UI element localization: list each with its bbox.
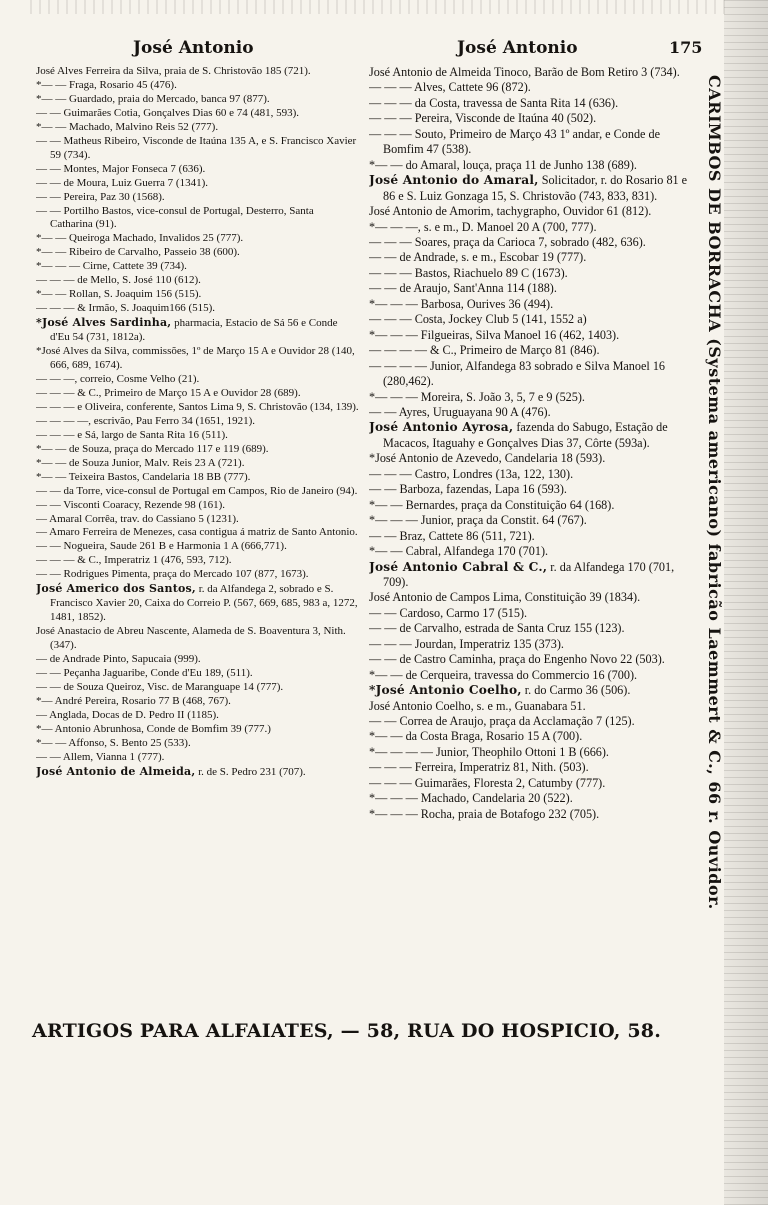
entry-text: *— — Ribeiro de Carvalho, Passeio 38 (600). [36, 246, 240, 259]
directory-entry [36, 695, 359, 709]
entry-name-bold: José Antonio do Amaral, [369, 173, 539, 188]
directory-entry [36, 191, 359, 205]
directory-entry [369, 729, 693, 744]
directory-entry [369, 281, 693, 296]
entry-text: — — de Souza Queiroz, Visc. de Maranguape 14 (777). [36, 680, 284, 693]
directory-entry [369, 590, 693, 605]
entry-name-bold: José Antonio Cabral & C., [369, 559, 548, 574]
directory-entry [369, 529, 693, 544]
directory-entry [369, 652, 693, 667]
directory-entry [369, 760, 693, 775]
entry-text: — — — de Mello, S. José 110 (612). [36, 274, 201, 287]
entry-text: — — — — & C., Primeiro de Março 81 (846). [369, 343, 600, 358]
directory-entry [36, 232, 359, 246]
entry-text: *— — Queiroga Machado, Invalidos 25 (777). [36, 232, 244, 245]
entry-text: *— — — Machado, Candelaria 20 (522). [369, 791, 573, 806]
entry-text: — — Correa de Araujo, praça da Acclamação 7 (125). [369, 714, 635, 729]
entry-text: — — — & C., Imperatriz 1 (476, 593, 712). [36, 554, 232, 567]
directory-entry [36, 526, 359, 540]
running-head-left: José Antonio [133, 38, 254, 58]
directory-entry [36, 302, 359, 316]
directory-entry [36, 316, 359, 345]
directory-entry [36, 681, 359, 695]
directory-entry [36, 471, 359, 485]
entry-text: *— — — Rocha, praia de Botafogo 232 (705). [369, 806, 600, 821]
directory-entry [369, 637, 693, 652]
directory-entry [369, 80, 693, 95]
directory-entry [36, 373, 359, 387]
print-noise [30, 0, 730, 14]
directory-entry [369, 606, 693, 621]
entry-text: — — — Bastos, Riachuelo 89 C (1673). [369, 265, 568, 280]
entry-name-bold: José Antonio Ayrosa, [369, 420, 514, 435]
entry-text: *— — —, s. e m., D. Manoel 20 A (700, 777). [369, 219, 597, 234]
directory-entry [369, 467, 693, 482]
directory-entry [36, 107, 359, 121]
entry-text: José Alves Ferreira da Silva, praia de S. Christovão 185 (721). [36, 65, 311, 77]
directory-entry [369, 127, 693, 158]
entry-name-bold: *José Alves Sardinha, [36, 316, 172, 330]
entry-text: — — Allem, Vianna 1 (777). [36, 750, 165, 763]
entry-text: — — Peçanha Jaguaribe, Conde d'Eu 189, (511). [36, 666, 253, 679]
entry-text: fazenda do Sabugo, Estação de Macacos, Itaguahy e Gonçalves Dias 37, Côrte (593a). [383, 420, 668, 450]
entry-text: *— — — Moreira, S. João 3, 5, 7 e 9 (525). [369, 389, 585, 404]
entry-text: — — de Araujo, Sant'Anna 114 (188). [369, 281, 557, 296]
directory-entry [36, 751, 359, 765]
directory-entry [36, 554, 359, 568]
entry-text: — — — e Sá, largo de Santa Rita 16 (511). [36, 428, 228, 441]
left-column [36, 65, 359, 825]
entry-text: — — — — Junior, Alfandega 83 sobrado e Silva Manoel 16 (280,462). [369, 358, 666, 389]
directory-entry [369, 204, 693, 219]
directory-entry [369, 791, 693, 806]
entry-text: — — — Costa, Jockey Club 5 (141, 1552 a) [369, 312, 587, 327]
directory-entry [369, 668, 693, 683]
entry-text: *— — — Cirne, Cattete 39 (734). [36, 260, 187, 273]
entry-text: José Antonio Coelho, s. e m., Guanabara 51. [369, 698, 586, 713]
directory-entry [36, 135, 359, 163]
directory-entry [36, 429, 359, 443]
directory-entry [36, 765, 359, 780]
entry-text: Solicitador, r. do Rosario 81 e 86 e S. Luiz Gonzaga 15, S. Christovão (743, 833, 831). [383, 173, 688, 203]
entry-text: — — — Jourdan, Imperatriz 135 (373). [369, 636, 564, 651]
directory-entry [36, 93, 359, 107]
directory-entry [369, 111, 693, 126]
entry-text: — — de Castro Caminha, praça do Engenho Novo 22 (503). [369, 652, 665, 667]
directory-entry [369, 498, 693, 513]
entry-text: — de Andrade Pinto, Sapucaia (999). [36, 653, 201, 666]
entry-text: r. da Alfandega 2, sobrado e S. Francisco Xavier 20, Caixa do Correio P. (567, 669, 685, 983 a, 1272, 1481, 1852). [50, 583, 358, 624]
entry-text: — — de Moura, Luiz Guerra 7 (1341). [36, 176, 208, 189]
directory-entry [369, 482, 693, 497]
entry-text: José Antonio de Campos Lima, Constituição 39 (1834). [369, 590, 641, 605]
directory-entry [369, 158, 693, 173]
directory-entry [36, 288, 359, 302]
entry-text: — — Nogueira, Saude 261 B e Harmonia 1 A (666,771). [36, 540, 287, 553]
directory-entry [36, 582, 359, 625]
entry-text: — — — —, escrivão, Pau Ferro 34 (1651, 1921). [36, 414, 256, 427]
directory-entry [369, 96, 693, 111]
directory-entry [369, 776, 693, 791]
entry-text: — — — Castro, Londres (13a, 122, 130). [369, 466, 574, 481]
entry-text: — — Matheus Ribeiro, Visconde de Itaúna 135 A, e S. Francisco Xavier 59 (734). [36, 134, 357, 161]
directory-entry [36, 513, 359, 527]
directory-entry [36, 79, 359, 93]
entry-text: *— Antonio Abrunhosa, Conde de Bomfim 39 (777.) [36, 722, 271, 735]
directory-entry [36, 177, 359, 191]
directory-entry [36, 65, 359, 79]
entry-text: r. de S. Pedro 231 (707). [195, 765, 306, 778]
entry-text: — — Montes, Major Fonseca 7 (636). [36, 162, 206, 175]
directory-entry [36, 163, 359, 177]
entry-text: *— — do Amaral, louça, praça 11 de Junho 138 (689). [369, 157, 637, 172]
entry-text: — — — e Oliveira, conferente, Santos Lima 9, S. Christovão (134, 139). [36, 400, 359, 413]
page-header [0, 38, 768, 62]
directory-entry [369, 420, 693, 451]
entry-text: — — Pereira, Paz 30 (1568). [36, 190, 165, 203]
entry-text: — — Ayres, Uruguayana 90 A (476). [369, 404, 551, 419]
right-column [369, 65, 693, 825]
entry-text: — — Guimarães Cotia, Gonçalves Dias 60 e 74 (481, 593). [36, 106, 300, 119]
directory-entry [369, 390, 693, 405]
entry-text: José Anastacio de Abreu Nascente, Alameda de S. Boaventura 3, Nith. (347). [36, 625, 346, 652]
footer-advertisement: ARTIGOS PARA ALFAIATES, — 58, RUA DO HOSPICIO, 58. [32, 1020, 662, 1042]
entry-text: — — Cardoso, Carmo 17 (515). [369, 605, 528, 620]
entry-text: — — — da Costa, travessa de Santa Rita 14 (636). [369, 95, 619, 110]
entry-text: r. da Alfandega 170 (701, 709). [383, 559, 675, 589]
entry-text: — — Barboza, fazendas, Lapa 16 (593). [369, 482, 567, 497]
directory-entry [369, 560, 693, 591]
directory-entry [36, 540, 359, 554]
entry-name-bold: José Antonio de Almeida, [36, 764, 196, 778]
directory-entry [36, 667, 359, 681]
directory-entry [369, 513, 693, 528]
directory-entry [36, 499, 359, 513]
entry-text: — — — Souto, Primeiro de Março 43 1º andar, e Conde de Bomfim 47 (538). [369, 126, 660, 157]
side-advertisement: CARIMBOS DE BORRACHA (Systema americano) fabricão Laemmert & C., 66 r. Ouvidor. [705, 75, 724, 910]
entry-text: *— — — Junior, praça da Constit. 64 (767). [369, 513, 587, 528]
entry-text: *— — Machado, Malvino Reis 52 (777). [36, 120, 219, 133]
entry-text: — — — & Irmão, S. Joaquim166 (515). [36, 302, 216, 315]
directory-entry [36, 387, 359, 401]
entry-text: — — de Carvalho, estrada de Santa Cruz 155 (123). [369, 621, 625, 636]
entry-text: *— — Rollan, S. Joaquim 156 (515). [36, 288, 202, 301]
entry-text: *— — Affonso, S. Bento 25 (533). [36, 736, 191, 749]
directory-entry [36, 625, 359, 653]
directory-entry [369, 699, 693, 714]
entry-text: — — Braz, Cattete 86 (511, 721). [369, 528, 535, 543]
directory-entry [36, 723, 359, 737]
directory-entry [369, 343, 693, 358]
directory-entry [36, 415, 359, 429]
entry-text: — — —, correio, Cosme Velho (21). [36, 372, 200, 385]
directory-entry [36, 274, 359, 288]
directory-entry [369, 328, 693, 343]
directory-entry [369, 173, 693, 204]
entry-text: José Antonio de Amorim, tachygrapho, Ouvidor 61 (812). [369, 204, 652, 219]
entry-text: pharmacia, Estacio de Sá 56 e Conde d'Eu 54 (731, 1812a). [50, 317, 338, 344]
entry-text: r. do Carmo 36 (506). [521, 683, 631, 698]
directory-entry [36, 260, 359, 274]
entry-name-bold: José Americo dos Santos, [36, 582, 196, 596]
directory-entry [36, 246, 359, 260]
entry-text: *— — de Cerqueira, travessa do Commercio 16 (700). [369, 667, 638, 682]
entry-text: *— André Pereira, Rosario 77 B (468, 767). [36, 694, 231, 707]
entry-text: — — de Andrade, s. e m., Escobar 19 (777). [369, 250, 587, 265]
entry-text: — — — Ferreira, Imperatriz 81, Nith. (503). [369, 760, 589, 775]
directory-entry [36, 401, 359, 415]
directory-entry [369, 451, 693, 466]
directory-entry [369, 745, 693, 760]
directory-entry [369, 312, 693, 327]
entry-text: *— — Fraga, Rosario 45 (476). [36, 78, 177, 91]
directory-entry [369, 250, 693, 265]
directory-entry [369, 266, 693, 281]
entry-text: *— — de Souza Junior, Malv. Reis 23 A (721). [36, 456, 245, 469]
running-head-right: José Antonio [457, 38, 578, 58]
entry-text: — Amaral Corrêa, trav. do Cassiano 5 (1231). [36, 512, 239, 525]
directory-entry [36, 443, 359, 457]
entry-text: — Anglada, Docas de D. Pedro II (1185). [36, 708, 219, 721]
directory-entry [36, 653, 359, 667]
directory-entry [369, 297, 693, 312]
entry-text: *José Antonio de Azevedo, Candelaria 18 (593). [369, 451, 606, 466]
directory-entry [369, 714, 693, 729]
entry-text: *José Alves da Silva, commissões, 1º de Março 15 A e Ouvidor 28 (140, 666, 689, 1674). [36, 345, 355, 372]
entry-text: — — — Soares, praça da Carioca 7, sobrado (482, 636). [369, 234, 646, 249]
directory-entry [369, 683, 693, 698]
entry-text: — — — Pereira, Visconde de Itaúna 40 (502). [369, 111, 597, 126]
entry-text: — — — & C., Primeiro de Março 15 A e Ouvidor 28 (689). [36, 386, 301, 399]
entry-text: *— — de Souza, praça do Mercado 117 e 119 (689). [36, 442, 269, 455]
directory-entry [369, 544, 693, 559]
entry-text: — — — Guimarães, Floresta 2, Catumby (777). [369, 775, 606, 790]
directory-entry [36, 485, 359, 499]
entry-text: — — Portilho Bastos, vice-consul de Portugal, Desterro, Santa Catharina (91). [36, 204, 314, 231]
page-number: 175 [669, 38, 703, 57]
entry-text: — — — Alves, Cattete 96 (872). [369, 80, 531, 95]
entry-text: *— — — Filgueiras, Silva Manoel 16 (462, 1403). [369, 327, 620, 342]
directory-entry [36, 121, 359, 135]
directory-entry [369, 621, 693, 636]
entry-text: *— — — — Junior, Theophilo Ottoni 1 B (666). [369, 744, 609, 759]
directory-entry [369, 220, 693, 235]
entry-text: *— — — Barbosa, Ourives 36 (494). [369, 296, 554, 311]
entry-name-bold: *José Antonio Coelho, [369, 683, 522, 698]
directory-entry [36, 709, 359, 723]
directory-entry [369, 807, 693, 822]
entry-text: José Antonio de Almeida Tinoco, Barão de Bom Retiro 3 (734). [369, 65, 680, 79]
directory-entry [36, 568, 359, 582]
directory-entry [36, 205, 359, 233]
entry-text: — — Rodrigues Pimenta, praça do Mercado 107 (877, 1673). [36, 568, 309, 581]
entry-text: — — Visconti Coaracy, Rezende 98 (161). [36, 498, 226, 511]
page-edge [724, 0, 768, 1205]
entry-text: — Amaro Ferreira de Menezes, casa contigua á matriz de Santo Antonio. [36, 526, 358, 539]
directory-entry [369, 235, 693, 250]
directory-entry [369, 405, 693, 420]
directory-entry [36, 345, 359, 373]
entry-text: *— — da Costa Braga, Rosario 15 A (700). [369, 729, 583, 744]
entry-text: *— — Bernardes, praça da Constituição 64 (168). [369, 497, 615, 512]
directory-entry [36, 737, 359, 751]
entry-text: *— — Cabral, Alfandega 170 (701). [369, 544, 549, 559]
directory-entry [36, 457, 359, 471]
entry-text: *— — Guardado, praia do Mercado, banca 97 (877). [36, 92, 270, 105]
entry-text: — — da Torre, vice-consul de Portugal em Campos, Rio de Janeiro (94). [36, 484, 358, 497]
directory-entry [369, 65, 693, 80]
directory-entry [369, 359, 693, 390]
entry-text: *— — Teixeira Bastos, Candelaria 18 BB (777). [36, 470, 251, 483]
